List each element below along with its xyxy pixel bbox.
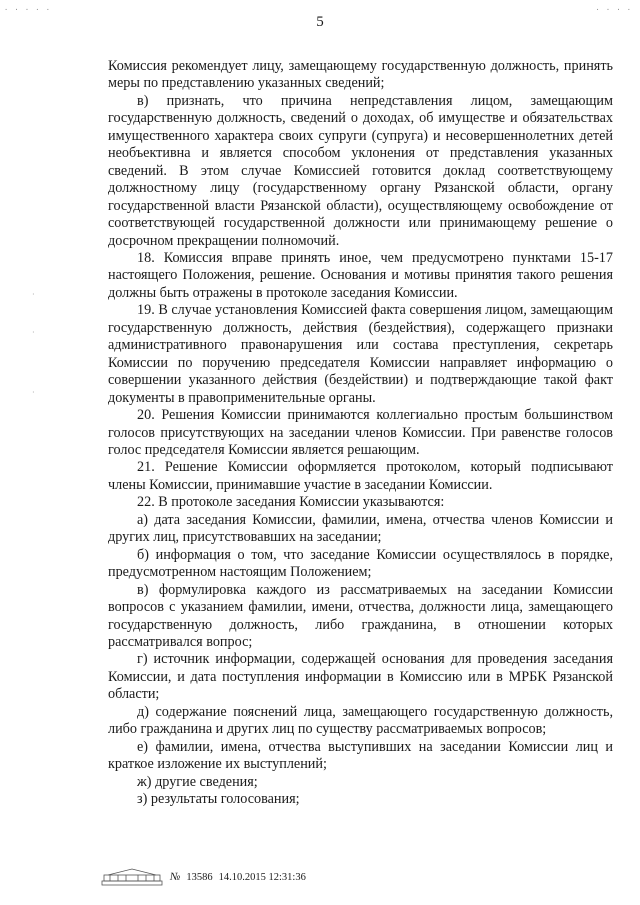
paragraph: 22. В протоколе заседания Комиссии указываются: xyxy=(137,494,445,511)
paragraph: 20. Решения Комиссии принимаются коллегиально простым большинством голосов присутствующих на заседании членов Комиссии. При равенстве голосов голос председателя Комиссии является решающим. xyxy=(108,407,613,458)
paragraph: 18. Комиссия вправе принять иное, чем предусмотрено пунктами 15-17 настоящего Положения, решение. Основания и мотивы принятия такого решения должны быть отражены в протоколе заседания Комиссии. xyxy=(108,249,613,301)
margin-speck: · xyxy=(32,290,35,299)
document-footer xyxy=(100,866,306,888)
paragraph: б) информация о том, что заседание Комиссии осуществлялось в порядке, предусмотренном настоящим Положением; xyxy=(108,546,613,581)
paragraph: е) фамилии, имена, отчества выступивших на заседании Комиссии лиц и краткое изложение их выступлений; xyxy=(108,738,613,773)
paragraph: в) формулировка каждого из рассматриваемых на заседании Комиссии вопросов с указанием фамилии, имени, отчества, должности лица, замещающего государственную должность, либо гражданина, в отношении которых рассматривался вопрос; xyxy=(108,581,613,650)
margin-speck: · xyxy=(32,328,35,337)
scan-corner-mark-left: · · · · · xyxy=(4,6,51,14)
paragraph: г) источник информации, содержащей основания для проведения заседания Комиссии, и дата поступления информации в Комиссию или в МРБК Рязанской области; xyxy=(108,651,613,703)
building-logo-icon xyxy=(100,867,164,887)
margin-speck: · xyxy=(32,388,35,397)
paragraph: ж) другие сведения; xyxy=(137,773,258,790)
paragraph: 21. Решение Комиссии оформляется протоколом, который подписывают члены Комиссии, принимавшие участие в заседании Комиссии. xyxy=(108,459,613,493)
paragraph: 19. В случае установления Комиссией факта совершения лицом, замещающим государственную должность, действия (бездействия), содержащего признаки административного правонарушения или состава преступления, секретарь Комиссии по поручению председателя Комиссии направляет информацию о совершении указанного действия (бездействии) и подтверждающие такой факт документы в правоприменительные органы. xyxy=(108,302,613,406)
paragraph: Комиссия рекомендует лицу, замещающему государственную должность, принять меры по представлению указанных сведений; xyxy=(108,58,613,92)
page-number: 5 xyxy=(316,14,324,30)
paragraph: в) признать, что причина непредставления лицом, замещающим государственную должность, сведений о доходах, об имуществе и обязательствах имущественного характера своих супруги (супруга) и несовершеннолетних детей необъективна и является способом уклонения от представления указанных сведений. В этом случае Комиссией готовится доклад соответствующему должностному лицу (государственному органу Рязанской области, органу государственной власти Рязанской области), осуществляющему освобождение от соответствующей государственной должности или принимающему решение о досрочном прекращении полномочий. xyxy=(108,92,613,249)
paragraph: з) результаты голосования; xyxy=(137,791,300,808)
footer-number-mark: № xyxy=(170,871,181,883)
scan-corner-mark-right: · · · · xyxy=(595,6,632,14)
paragraph: д) содержание пояснений лица, замещающего государственную должность, либо гражданина и других лиц по существу рассматриваемых вопросов; xyxy=(108,703,613,738)
footer-doc-number: 13586 xyxy=(186,871,213,883)
document-body xyxy=(108,58,613,808)
footer-timestamp: 14.10.2015 12:31:36 xyxy=(218,871,306,883)
paragraph: а) дата заседания Комиссии, фамилии, имена, отчества членов Комиссии и других лиц, присутствовавших на заседании; xyxy=(108,511,613,546)
